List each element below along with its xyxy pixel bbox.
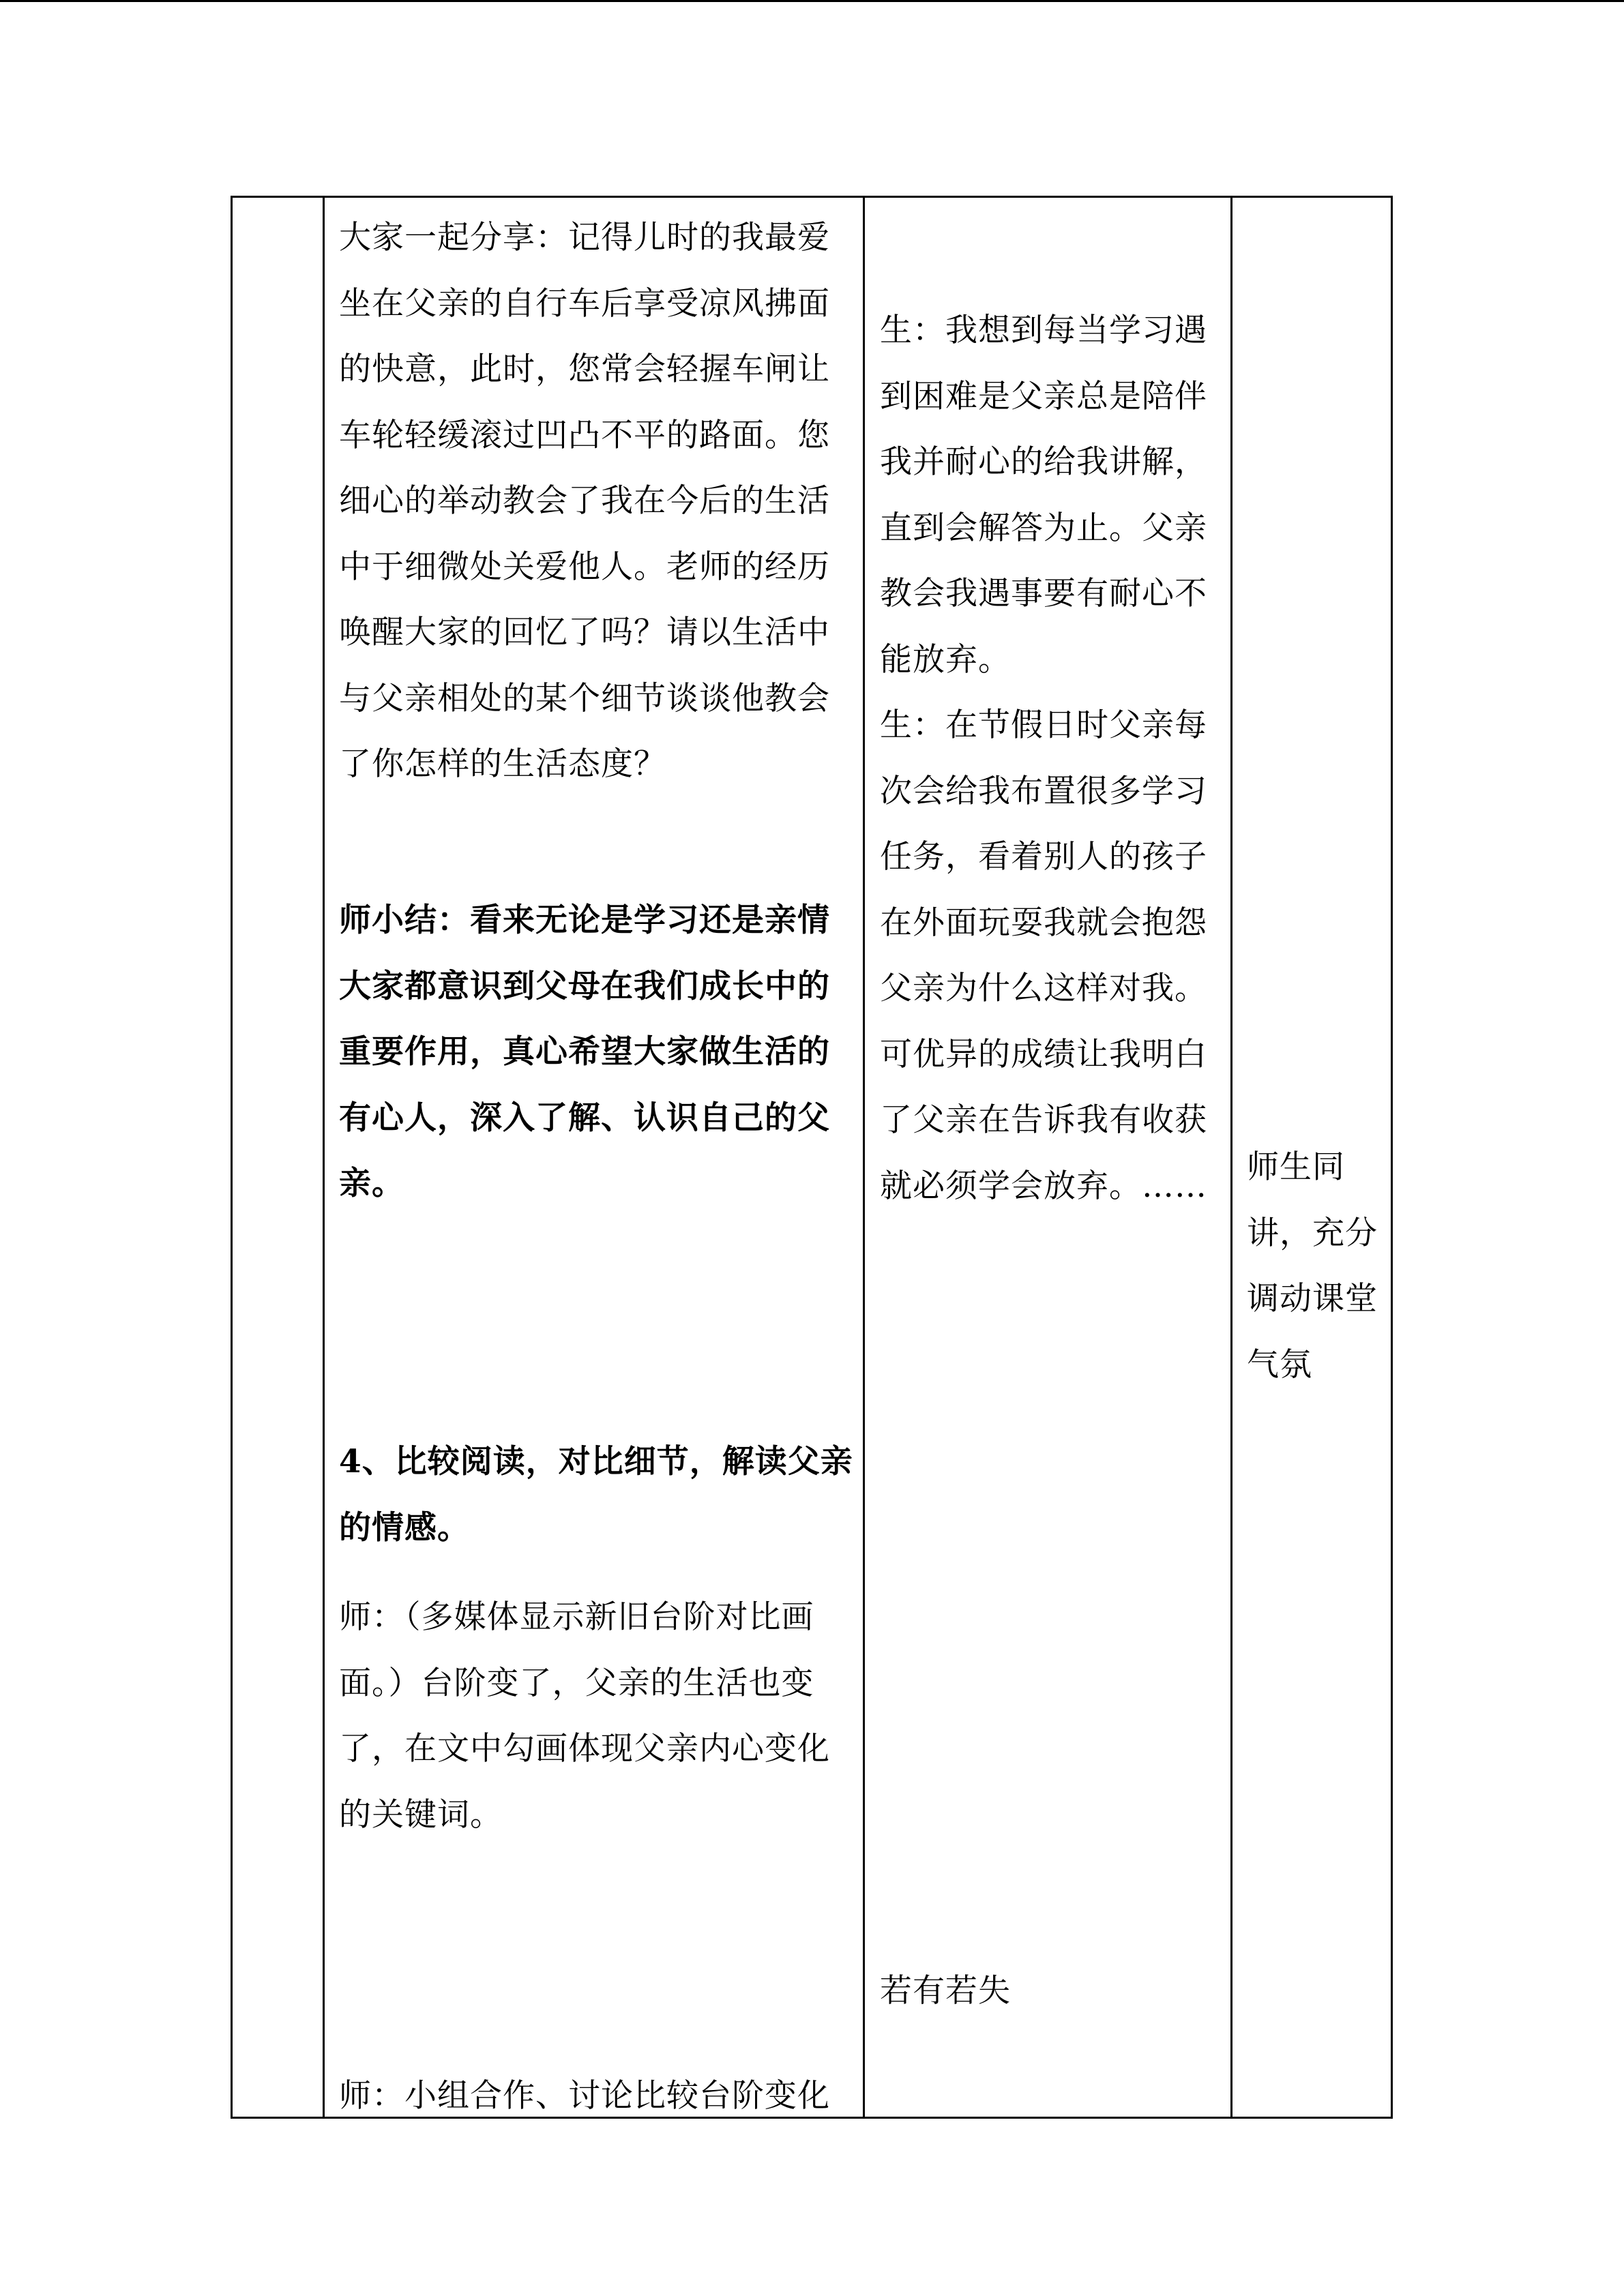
text-line: 师小结：看来无论是学习还是亲情 xyxy=(339,901,830,939)
teacher-multimedia xyxy=(339,1585,830,1848)
design-note xyxy=(1247,1135,1378,1398)
share-paragraph xyxy=(339,205,830,798)
student-answers xyxy=(880,298,1207,1219)
text-line: 有心人，深入了解、认识自己的父 xyxy=(339,1099,830,1137)
text-line: 在外面玩耍我就会抱怨 xyxy=(880,904,1207,942)
text-line: 父亲为什么这样对我。 xyxy=(880,970,1207,1007)
text-line: 的快意，此时，您常会轻握车闸让 xyxy=(339,351,830,388)
text-line: 到困难是父亲总是陪伴 xyxy=(880,377,1207,415)
text-line: 中于细微处关爱他人。老师的经历 xyxy=(339,548,830,586)
text-line: 生：我想到每当学习遇 xyxy=(880,312,1207,349)
text-line: 我并耐心的给我讲解， xyxy=(880,443,1207,481)
text-line: 4、比较阅读，对比细节，解读父亲 xyxy=(339,1443,853,1480)
text-line: 大家一起分享：记得儿时的我最爱 xyxy=(339,219,830,256)
teacher-summary xyxy=(339,888,830,1217)
text-line: 师：小组合作、讨论比较台阶变化 xyxy=(339,2077,830,2115)
text-line: 唤醒大家的回忆了吗？请以生活中 xyxy=(339,614,830,651)
text-line: 任务，看着别人的孩子 xyxy=(880,838,1207,876)
text-line: 就必须学会放弃。…… xyxy=(880,1167,1207,1205)
section-4-heading xyxy=(339,1429,853,1561)
text-line: 若有若失 xyxy=(880,1972,1011,2010)
text-line: 直到会解答为止。父亲 xyxy=(880,509,1207,547)
text-line: 能放弃。 xyxy=(880,640,1011,679)
text-line: 调动课堂 xyxy=(1247,1280,1378,1317)
text-line: 坐在父亲的自行车后享受凉风拂面 xyxy=(339,284,830,323)
text-line: 细心的举动教会了我在今后的生活 xyxy=(339,482,830,520)
text-line: 的情感。 xyxy=(339,1508,470,1547)
text-line: 了父亲在告诉我有收获 xyxy=(880,1101,1207,1139)
text-line: 亲。 xyxy=(339,1165,404,1202)
text-line: 师生同 xyxy=(1247,1148,1345,1186)
text-line: 面。）台阶变了，父亲的生活也变 xyxy=(339,1664,814,1702)
text-line: 与父亲相处的某个细节谈谈他教会 xyxy=(339,679,830,717)
text-line: 了，在文中勾画体现父亲内心变化 xyxy=(339,1730,830,1768)
text-line: 车轮轻缓滚过凹凸不平的路面。您 xyxy=(339,416,830,454)
text-line: 气氛 xyxy=(1247,1345,1312,1384)
table-column-divider-2 xyxy=(863,196,865,2119)
teacher-group xyxy=(339,2063,830,2130)
text-line: 的关键词。 xyxy=(339,1795,503,1834)
text-line: 师：（多媒体显示新旧台阶对比画 xyxy=(339,1598,814,1636)
text-line: 生：在节假日时父亲每 xyxy=(880,706,1207,744)
table-column-divider-3 xyxy=(1230,196,1232,2119)
text-line: 重要作用，真心希望大家做生活的 xyxy=(339,1033,830,1071)
text-line: 教会我遇事要有耐心不 xyxy=(880,575,1207,612)
table-column-divider-1 xyxy=(323,196,325,2119)
text-line: 可优异的成绩让我明白 xyxy=(880,1035,1207,1073)
text-line: 了你怎样的生活态度？ xyxy=(339,745,666,783)
keyword-answer xyxy=(880,1958,1011,2025)
text-line: 讲，充分 xyxy=(1247,1214,1378,1252)
page-top-rule xyxy=(0,0,1624,2)
text-line: 大家都意识到父母在我们成长中的 xyxy=(339,967,830,1005)
text-line: 次会给我布置很多学习 xyxy=(880,772,1207,810)
